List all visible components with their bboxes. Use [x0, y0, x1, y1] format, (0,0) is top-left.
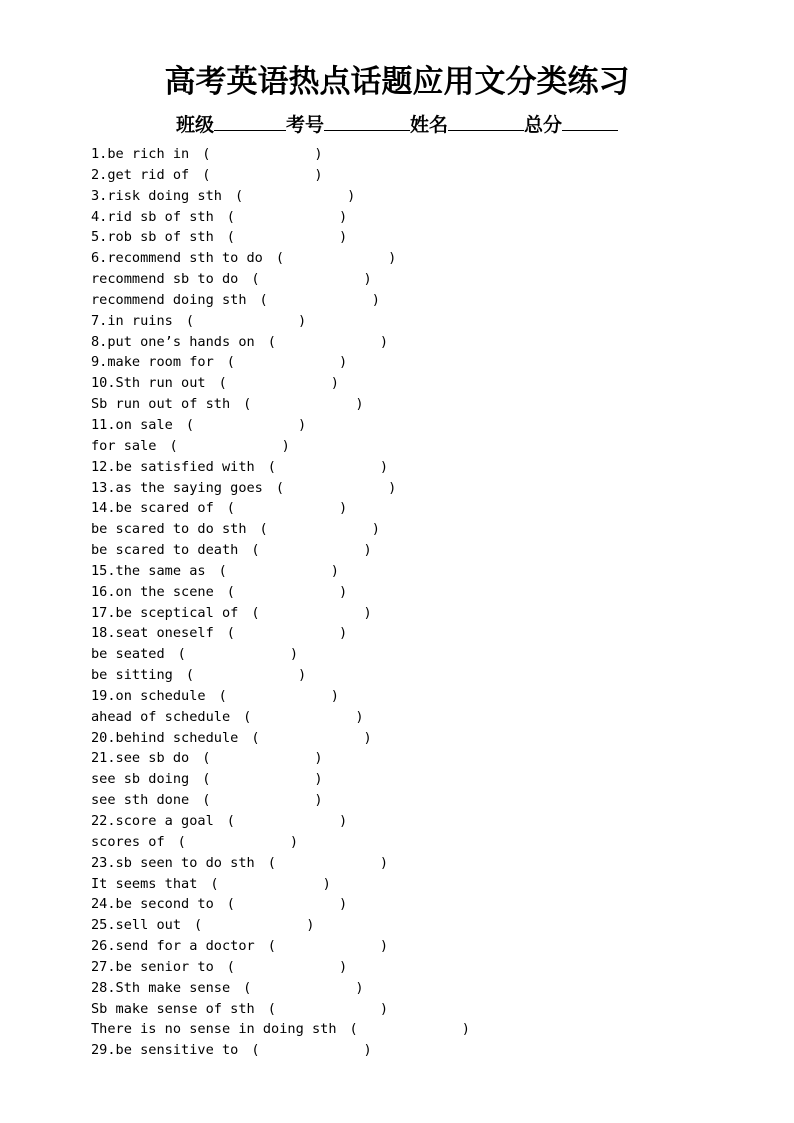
- phrase-item: [91, 227, 470, 248]
- open-paren: (: [185, 312, 195, 329]
- phrase-text: 27.be senior to: [91, 958, 214, 975]
- phrase-text: 23.sb seen to do sth: [91, 854, 255, 871]
- open-paren: (: [349, 1021, 358, 1038]
- close-paren: ): [281, 437, 290, 454]
- close-paren: ): [355, 396, 364, 413]
- open-paren: (: [234, 187, 244, 204]
- open-paren: (: [202, 771, 211, 788]
- close-paren: ): [338, 500, 348, 517]
- open-paren: (: [210, 875, 219, 892]
- open-paren: (: [251, 604, 260, 621]
- phrase-item: [91, 582, 470, 603]
- close-paren: ): [338, 896, 348, 913]
- open-paren: (: [226, 813, 235, 829]
- phrase-item: [91, 519, 470, 540]
- exam-no-label: 考号: [285, 114, 324, 136]
- open-paren: (: [202, 146, 211, 162]
- phrase-text: be scared to do sth: [91, 521, 247, 538]
- phrase-item: [91, 707, 470, 728]
- phrase-text: 2.get rid of: [91, 166, 190, 183]
- phrase-item: [91, 915, 470, 936]
- close-paren: ): [330, 687, 339, 704]
- phrase-item: [91, 644, 470, 665]
- close-paren: ): [388, 250, 397, 267]
- open-paren: (: [259, 291, 268, 308]
- phrase-item: [91, 311, 470, 332]
- phrase-text: 20.behind schedule: [91, 729, 239, 746]
- phrase-text: 26.send for a doctor: [91, 938, 255, 955]
- open-paren: (: [275, 250, 285, 267]
- open-paren: (: [226, 958, 235, 975]
- close-paren: ): [314, 771, 323, 788]
- phrase-text: There is no sense in doing sth: [91, 1021, 337, 1038]
- score-label: 总分: [524, 114, 563, 136]
- phrase-item: [91, 248, 470, 269]
- open-paren: (: [243, 708, 252, 725]
- phrase-text: 19.on schedule: [91, 687, 206, 704]
- close-paren: ): [461, 1021, 470, 1038]
- open-paren: (: [194, 917, 203, 934]
- class-label: 班级: [175, 114, 214, 136]
- phrase-text: 4.rid sb of sth: [91, 208, 214, 225]
- phrase-item: [91, 790, 470, 811]
- close-paren: ): [298, 312, 307, 329]
- phrase-item: [91, 936, 470, 957]
- open-paren: (: [202, 792, 211, 809]
- student-info-line: [0, 112, 794, 138]
- close-paren: ): [363, 729, 372, 746]
- open-paren: (: [169, 437, 178, 454]
- close-paren: ): [314, 166, 323, 183]
- phrase-text: recommend doing sth: [91, 291, 247, 308]
- open-paren: (: [177, 646, 186, 663]
- open-paren: (: [185, 667, 195, 684]
- open-paren: (: [177, 833, 186, 850]
- phrase-item: [91, 1040, 470, 1061]
- class-blank[interactable]: [214, 112, 286, 131]
- open-paren: (: [226, 354, 235, 371]
- open-paren: (: [259, 521, 268, 538]
- close-paren: ): [355, 979, 364, 996]
- phrase-item: [91, 269, 470, 290]
- close-paren: ): [289, 646, 299, 663]
- close-paren: ): [306, 917, 315, 934]
- phrase-text: see sth done: [91, 792, 190, 809]
- open-paren: (: [267, 333, 276, 350]
- phrase-item: [91, 978, 470, 999]
- phrase-text: 22.score a goal: [91, 813, 214, 829]
- close-paren: ): [371, 521, 380, 538]
- close-paren: ): [289, 833, 299, 850]
- close-paren: ): [314, 792, 323, 809]
- phrase-text: 16.on the scene: [91, 583, 214, 600]
- close-paren: ): [338, 958, 348, 975]
- phrase-text: 15.the same as: [91, 562, 206, 579]
- open-paren: (: [251, 729, 260, 746]
- phrase-text: 13.as the saying goes: [91, 479, 263, 496]
- phrase-item: [91, 853, 470, 874]
- close-paren: ): [388, 479, 397, 496]
- phrase-item: [91, 1019, 470, 1040]
- phrase-text: scores of: [91, 833, 165, 850]
- open-paren: (: [202, 750, 211, 767]
- phrase-item: [91, 144, 470, 165]
- close-paren: ): [379, 333, 389, 350]
- open-paren: (: [226, 896, 235, 913]
- phrase-item: [91, 811, 470, 832]
- phrase-text: 9.make room for: [91, 354, 214, 371]
- phrase-text: 6.recommend sth to do: [91, 250, 263, 267]
- phrase-text: It seems that: [91, 875, 198, 892]
- phrase-text: Sb make sense of sth: [91, 1000, 255, 1017]
- open-paren: (: [218, 687, 227, 704]
- exam-no-blank[interactable]: [324, 112, 410, 131]
- phrase-item: [91, 957, 470, 978]
- close-paren: ): [298, 667, 307, 684]
- page-title: 高考英语热点话题应用文分类练习: [164, 64, 630, 100]
- close-paren: ): [379, 1000, 389, 1017]
- open-paren: (: [251, 1042, 260, 1059]
- close-paren: ): [379, 458, 389, 475]
- phrase-text: 8.put one’s hands on: [91, 333, 255, 350]
- phrase-text: see sb doing: [91, 771, 190, 788]
- close-paren: ): [363, 542, 372, 559]
- phrase-text: Sb run out of sth: [91, 396, 231, 413]
- phrase-list: [91, 144, 470, 1061]
- score-blank[interactable]: [562, 112, 618, 131]
- phrase-text: be sitting: [91, 667, 173, 684]
- open-paren: (: [243, 396, 252, 413]
- phrase-text: for sale: [91, 437, 157, 454]
- phrase-item: [91, 894, 470, 915]
- close-paren: ): [338, 208, 348, 225]
- close-paren: ): [371, 291, 380, 308]
- phrase-text: 28.Sth make sense: [91, 979, 231, 996]
- open-paren: (: [243, 979, 252, 996]
- open-paren: (: [226, 625, 235, 642]
- close-paren: ): [338, 583, 348, 600]
- open-paren: (: [218, 375, 227, 392]
- phrase-item: [91, 415, 470, 436]
- phrase-item: [91, 686, 470, 707]
- phrase-text: 1.be rich in: [91, 146, 190, 162]
- open-paren: (: [226, 229, 235, 246]
- phrase-text: 21.see sb do: [91, 750, 190, 767]
- open-paren: (: [251, 542, 260, 559]
- open-paren: (: [226, 583, 235, 600]
- phrase-text: 7.in ruins: [91, 312, 173, 329]
- close-paren: ): [338, 813, 348, 829]
- phrase-text: 24.be second to: [91, 896, 214, 913]
- name-blank[interactable]: [448, 112, 524, 131]
- phrase-text: 29.be sensitive to: [91, 1042, 239, 1059]
- open-paren: (: [267, 1000, 276, 1017]
- open-paren: (: [267, 938, 276, 955]
- phrase-text: 12.be satisfied with: [91, 458, 255, 475]
- phrase-item: [91, 728, 470, 749]
- close-paren: ): [363, 604, 372, 621]
- close-paren: ): [355, 708, 364, 725]
- phrase-item: [91, 290, 470, 311]
- close-paren: ): [314, 146, 323, 162]
- phrase-item: [91, 540, 470, 561]
- close-paren: ): [314, 750, 323, 767]
- phrase-item: [91, 665, 470, 686]
- phrase-item: [91, 498, 470, 519]
- phrase-item: [91, 748, 470, 769]
- close-paren: ): [338, 229, 348, 246]
- open-paren: (: [185, 416, 195, 433]
- open-paren: (: [218, 562, 227, 579]
- phrase-item: [91, 769, 470, 790]
- phrase-item: [91, 623, 470, 644]
- close-paren: ): [379, 938, 389, 955]
- close-paren: ): [379, 854, 389, 871]
- open-paren: (: [267, 458, 276, 475]
- open-paren: (: [267, 854, 276, 871]
- phrase-item: [91, 457, 470, 478]
- close-paren: ): [338, 354, 348, 371]
- phrase-item: [91, 436, 470, 457]
- phrase-item: [91, 478, 470, 499]
- open-paren: (: [251, 271, 260, 288]
- phrase-item: [91, 186, 470, 207]
- phrase-text: 18.seat oneself: [91, 625, 214, 642]
- phrase-item: [91, 561, 470, 582]
- phrase-text: 10.Sth run out: [91, 375, 206, 392]
- close-paren: ): [298, 416, 307, 433]
- close-paren: ): [322, 875, 331, 892]
- close-paren: ): [330, 562, 339, 579]
- phrase-item: [91, 999, 470, 1020]
- phrase-text: 25.sell out: [91, 917, 182, 934]
- phrase-item: [91, 603, 470, 624]
- close-paren: ): [363, 1042, 372, 1059]
- phrase-item: [91, 165, 470, 186]
- phrase-item: [91, 332, 470, 353]
- phrase-text: 3.risk doing sth: [91, 187, 222, 204]
- phrase-text: 11.on sale: [91, 416, 173, 433]
- open-paren: (: [226, 208, 235, 225]
- phrase-text: 14.be scared of: [91, 500, 214, 517]
- open-paren: (: [275, 479, 285, 496]
- phrase-item: [91, 207, 470, 228]
- name-label: 姓名: [410, 114, 449, 136]
- phrase-item: [91, 394, 470, 415]
- phrase-text: ahead of schedule: [91, 708, 231, 725]
- phrase-item: [91, 352, 470, 373]
- open-paren: (: [226, 500, 235, 517]
- open-paren: (: [202, 166, 211, 183]
- phrase-text: 5.rob sb of sth: [91, 229, 214, 246]
- phrase-text: be seated: [91, 646, 165, 663]
- phrase-item: [91, 832, 470, 853]
- phrase-item: [91, 874, 470, 895]
- phrase-text: 17.be sceptical of: [91, 604, 239, 621]
- phrase-item: [91, 373, 470, 394]
- close-paren: ): [330, 375, 339, 392]
- phrase-text: recommend sb to do: [91, 271, 239, 288]
- close-paren: ): [347, 187, 356, 204]
- phrase-text: be scared to death: [91, 542, 239, 559]
- close-paren: ): [363, 271, 372, 288]
- close-paren: ): [338, 625, 348, 642]
